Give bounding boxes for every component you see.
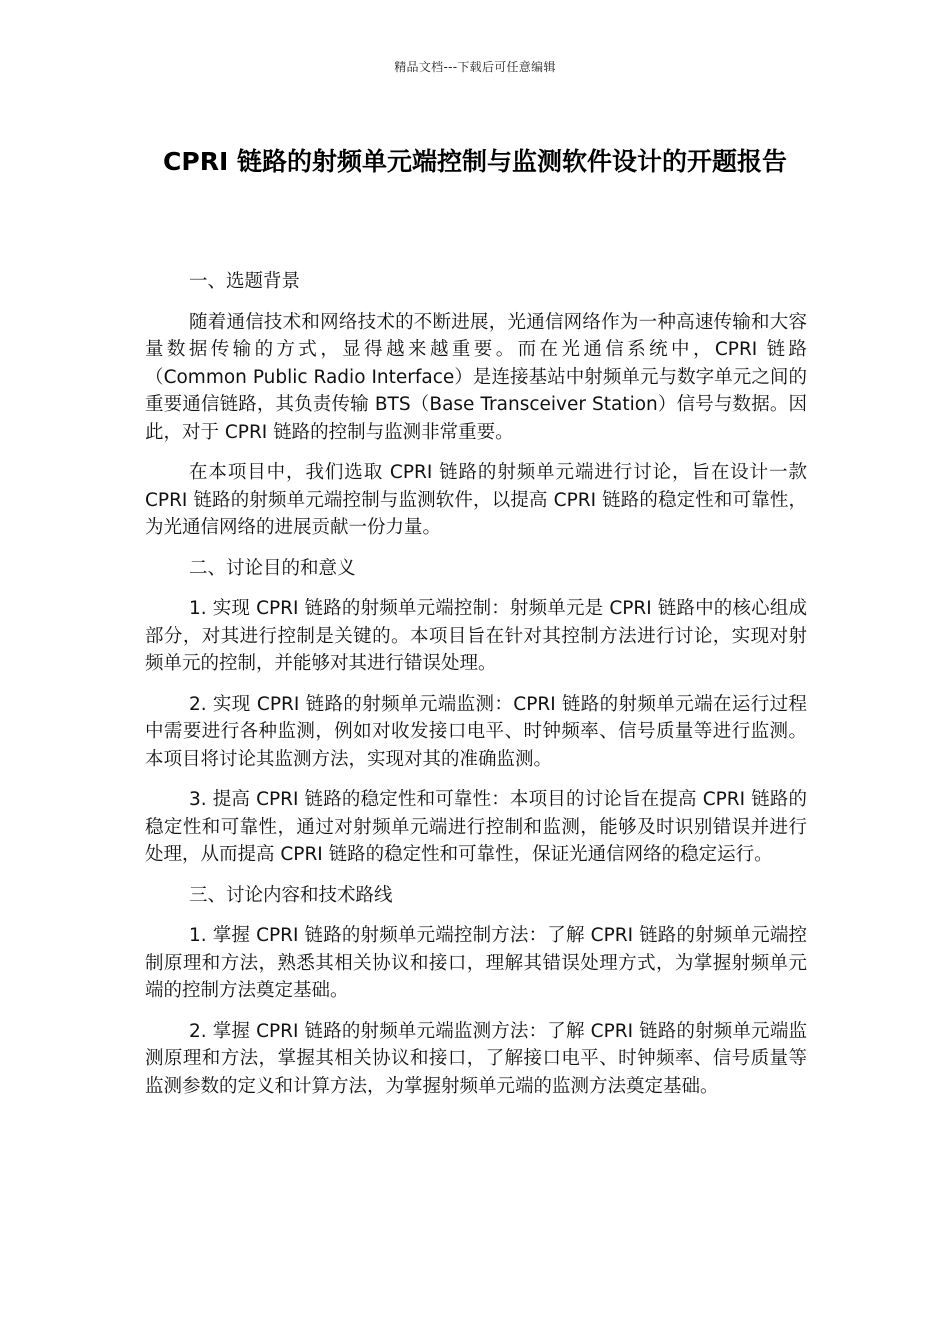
paragraph: 3. 提高 CPRI 链路的稳定性和可靠性：本项目的讨论旨在提高 CPRI 链路的稳定性和可靠性，通过对射频单元端进行控制和监测，能够及时识别错误并进行处理，从而提高 CPRI 链路的稳定性和可靠性，保证光通信网络的稳定运行。 bbox=[145, 789, 807, 865]
page-header: 精品文档---下载后可任意编辑 bbox=[394, 60, 556, 74]
section-heading: 二、讨论目的和意义 bbox=[189, 557, 356, 579]
section-background bbox=[145, 268, 807, 542]
paragraph: 1. 实现 CPRI 链路的射频单元端控制：射频单元是 CPRI 链路中的核心组成部分，对其进行控制是关键的。本项目旨在针对其控制方法进行讨论，实现对射频单元的控制，并能够对其进行错误处理。 bbox=[145, 598, 807, 674]
section-purpose bbox=[145, 555, 807, 869]
section-heading: 一、选题背景 bbox=[189, 271, 301, 292]
paragraph: 1. 掌握 CPRI 链路的射频单元端控制方法：了解 CPRI 链路的射频单元端控制原理和方法，熟悉其相关协议和接口，理解其错误处理方式，为掌握射频单元端的控制方法奠定基础。 bbox=[145, 925, 807, 1001]
paragraph: 2. 实现 CPRI 链路的射频单元端监测：CPRI 链路的射频单元端在运行过程中需要进行各种监测，例如对收发接口电平、时钟频率、信号质量等进行监测。本项目将讨论其监测方法，实现对其的准确监测。 bbox=[145, 693, 807, 770]
document-body bbox=[145, 268, 807, 1113]
paragraph: 在本项目中，我们选取 CPRI 链路的射频单元端进行讨论，旨在设计一款 CPRI 链路的射频单元端控制与监测软件，以提高 CPRI 链路的稳定性和可靠性，为光通信网络的进展贡献一份力量。 bbox=[145, 462, 807, 538]
paragraph: 2. 掌握 CPRI 链路的射频单元端监测方法：了解 CPRI 链路的射频单元端监测原理和方法，掌握其相关协议和接口，了解接口电平、时钟频率、信号质量等监测参数的定义和计算方法，为掌握射频单元端的监测方法奠定基础。 bbox=[145, 1020, 807, 1097]
paragraph: 随着通信技术和网络技术的不断进展，光通信网络作为一种高速传输和大容量数据传输的方式，显得越来越重要。而在光通信系统中，CPRI 链路（Common Public Radio Interface）是连接基站中射频单元与数字单元之间的重要通信链路，其负责传输 BTS（Base Transceiver Station）信号与数据。因此，对于 CPRI 链路的控制与监测非常重要。 bbox=[145, 311, 807, 443]
section-heading: 三、讨论内容和技术路线 bbox=[189, 884, 393, 906]
section-content bbox=[145, 882, 807, 1101]
document-title: CPRI 链路的射频单元端控制与监测软件设计的开题报告 bbox=[163, 147, 787, 176]
